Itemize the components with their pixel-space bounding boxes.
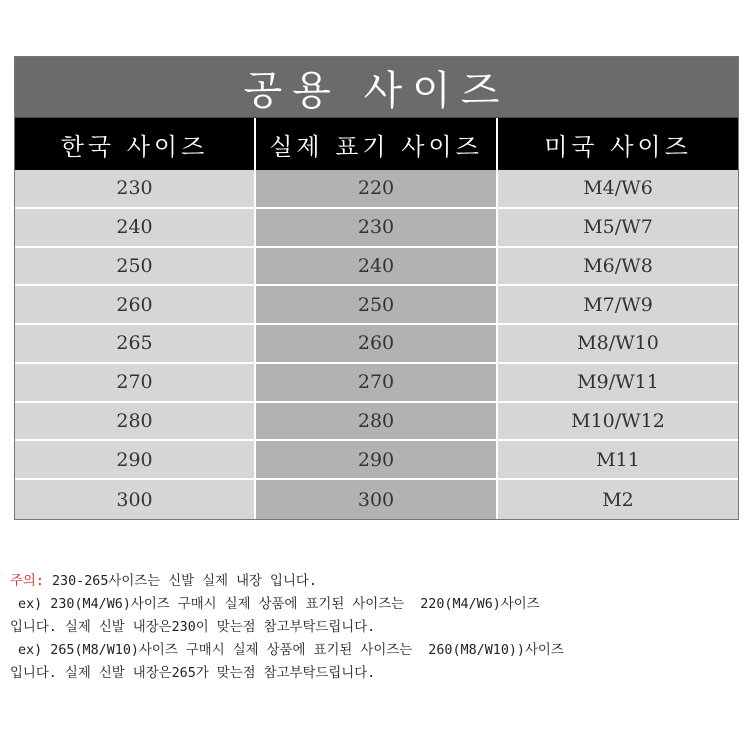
- cell-labeled-size: 300: [256, 480, 498, 519]
- note-line: ex) 265(M8/W10)사이즈 구매시 실제 상품에 표기된 사이즈는 260(M8/W10))사이즈: [10, 643, 564, 658]
- table-row: [15, 441, 738, 480]
- cell-us-size: M10/W12: [498, 403, 738, 442]
- cell-korean-size: 250: [15, 248, 256, 287]
- cell-us-size: M6/W8: [498, 248, 738, 287]
- header-us-size: 미국 사이즈: [544, 132, 692, 161]
- cell-labeled-size: 220: [256, 170, 498, 209]
- table-row: [15, 403, 738, 442]
- note-line: ex) 230(M4/W6)사이즈 구매시 실제 상품에 표기된 사이즈는 220(M4/W6)사이즈: [10, 597, 540, 612]
- cell-korean-size: 300: [15, 480, 256, 519]
- warning-label: 주의:: [10, 574, 44, 589]
- cell-korean-size: 240: [15, 209, 256, 248]
- table-row: [15, 364, 738, 403]
- cell-labeled-size: 240: [256, 248, 498, 287]
- cell-us-size: M8/W10: [498, 325, 738, 364]
- table-row: [15, 248, 738, 287]
- table-row: [15, 325, 738, 364]
- table-body: [15, 170, 738, 519]
- table-row: [15, 286, 738, 325]
- table-row: [15, 170, 738, 209]
- note-line: 입니다. 실제 신발 내장은230이 맞는점 참고부탁드립니다.: [10, 620, 376, 635]
- table-row: [15, 209, 738, 248]
- table-header-row: [15, 118, 738, 170]
- cell-korean-size: 265: [15, 325, 256, 364]
- cell-labeled-size: 280: [256, 403, 498, 442]
- note-line: [10, 570, 742, 593]
- cell-us-size: M11: [498, 441, 738, 480]
- cell-us-size: M5/W7: [498, 209, 738, 248]
- size-notes: [10, 570, 742, 685]
- note-line: 입니다. 실제 신발 내장은265가 맞는점 참고부탁드립니다.: [10, 666, 376, 681]
- cell-korean-size: 260: [15, 286, 256, 325]
- cell-labeled-size: 250: [256, 286, 498, 325]
- cell-korean-size: 270: [15, 364, 256, 403]
- note-text: 230-265사이즈는 신발 실제 내장 입니다.: [43, 574, 317, 589]
- cell-us-size: M4/W6: [498, 170, 738, 209]
- cell-labeled-size: 260: [256, 325, 498, 364]
- cell-labeled-size: 230: [256, 209, 498, 248]
- header-labeled-size: 실제 표기 사이즈: [256, 118, 498, 170]
- cell-us-size: M7/W9: [498, 286, 738, 325]
- header-korean-size: 한국 사이즈: [15, 118, 256, 170]
- cell-labeled-size: 270: [256, 364, 498, 403]
- table-row: [15, 480, 738, 519]
- cell-labeled-size: 290: [256, 441, 498, 480]
- cell-us-size: M9/W11: [498, 364, 738, 403]
- cell-korean-size: 280: [15, 403, 256, 442]
- cell-us-size: M2: [498, 480, 738, 519]
- size-table: [14, 56, 739, 520]
- cell-korean-size: 290: [15, 441, 256, 480]
- table-title: 공용 사이즈: [15, 57, 738, 118]
- cell-korean-size: 230: [15, 170, 256, 209]
